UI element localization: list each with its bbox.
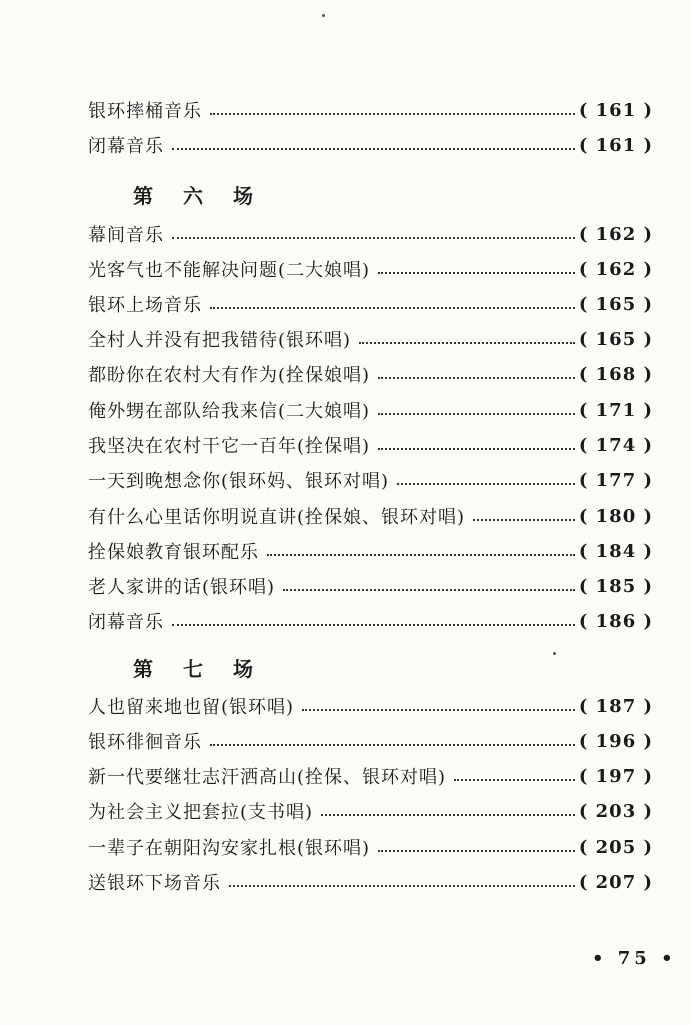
toc-entry xyxy=(88,537,653,565)
toc-entry-title: 俺外甥在部队给我来信(二大娘唱) xyxy=(88,401,371,422)
toc-entry xyxy=(88,96,653,124)
toc-entry xyxy=(88,396,653,424)
toc-entry-title: 光客气也不能解决问题(二大娘唱) xyxy=(88,260,371,281)
dot-leader xyxy=(267,554,575,556)
toc-entry-title: 送银环下场音乐 xyxy=(88,873,221,894)
dot-leader xyxy=(302,709,575,711)
toc-entry-title: 银环徘徊音乐 xyxy=(88,732,202,753)
toc-entry xyxy=(88,727,653,755)
toc-entry-page: ( 174 ) xyxy=(578,434,653,456)
toc-entry xyxy=(88,607,653,635)
section-heading: 第六场 xyxy=(133,184,283,208)
dot-leader xyxy=(378,272,575,274)
toc-entry xyxy=(88,255,653,283)
dot-leader xyxy=(172,624,575,626)
dot-leader xyxy=(283,589,575,591)
dot-leader xyxy=(359,342,575,344)
section-heading: 第七场 xyxy=(133,657,283,681)
toc-entry xyxy=(88,797,653,825)
toc-entry xyxy=(88,466,653,494)
toc-entry-page: ( 161 ) xyxy=(578,99,653,121)
toc-entry xyxy=(88,431,653,459)
toc-entry-title: 人也留来地也留(银环唱) xyxy=(88,697,295,718)
toc-entry-page: ( 196 ) xyxy=(578,730,653,752)
toc-entry-page: ( 203 ) xyxy=(578,800,653,822)
toc-entry xyxy=(88,868,653,896)
toc-entry xyxy=(88,220,653,248)
toc-entry xyxy=(88,833,653,861)
toc-entry xyxy=(88,360,653,388)
toc-entry xyxy=(88,762,653,790)
toc-entry-title: 全村人并没有把我错待(银环唱) xyxy=(88,330,352,351)
toc-entry-page: ( 168 ) xyxy=(578,363,653,385)
toc-entry xyxy=(88,572,653,600)
toc-entry-page: ( 165 ) xyxy=(578,328,653,350)
toc-entry-page: ( 180 ) xyxy=(578,505,653,527)
page-number: • 75 • xyxy=(592,948,677,969)
dot-leader xyxy=(378,377,575,379)
dot-leader xyxy=(229,885,575,887)
toc-entry-page: ( 205 ) xyxy=(578,836,653,858)
dot-leader xyxy=(210,307,575,309)
toc-entry-title: 有什么心里话你明说直讲(拴保娘、银环对唱) xyxy=(88,507,466,528)
dot-leader xyxy=(321,814,575,816)
toc-entry-title: 银环上场音乐 xyxy=(88,295,202,316)
toc-entry-title: 老人家讲的话(银环唱) xyxy=(88,577,276,598)
dot-leader xyxy=(210,113,575,115)
toc-entry-page: ( 197 ) xyxy=(578,765,653,787)
dot-leader xyxy=(378,413,575,415)
dot-leader xyxy=(378,448,575,450)
toc-entry-page: ( 184 ) xyxy=(578,540,653,562)
toc-entry-title: 为社会主义把套拉(支书唱) xyxy=(88,802,314,823)
toc-entry xyxy=(88,290,653,318)
dot-leader xyxy=(172,237,575,239)
toc-entry-title: 拴保娘教育银环配乐 xyxy=(88,542,259,563)
toc-entry-title: 一辈子在朝阳沟安家扎根(银环唱) xyxy=(88,838,371,859)
dot-leader xyxy=(397,483,575,485)
dot-leader xyxy=(172,148,575,150)
scan-speck xyxy=(322,14,325,17)
toc-entry-title: 银环摔桶音乐 xyxy=(88,101,202,122)
dot-leader xyxy=(473,519,575,521)
toc-entry-page: ( 171 ) xyxy=(578,399,653,421)
toc-entry-title: 闭幕音乐 xyxy=(88,136,164,157)
dot-leader xyxy=(378,850,575,852)
toc-entry-title: 都盼你在农村大有作为(拴保娘唱) xyxy=(88,365,371,386)
toc-entry-page: ( 177 ) xyxy=(578,469,653,491)
dot-leader xyxy=(210,744,575,746)
toc-entry-title: 幕间音乐 xyxy=(88,225,164,246)
toc-entry-title: 一天到晚想念你(银环妈、银环对唱) xyxy=(88,471,390,492)
toc-entry-title: 我坚决在农村干它一百年(拴保唱) xyxy=(88,436,371,457)
toc-entry xyxy=(88,502,653,530)
toc-entry-title: 闭幕音乐 xyxy=(88,612,164,633)
toc-entry-page: ( 185 ) xyxy=(578,575,653,597)
toc-entry-page: ( 165 ) xyxy=(578,293,653,315)
dot-leader xyxy=(454,779,575,781)
toc-entry xyxy=(88,131,653,159)
toc-entry-title: 新一代要继壮志汗洒高山(拴保、银环对唱) xyxy=(88,767,447,788)
toc-entry-page: ( 161 ) xyxy=(578,134,653,156)
scan-speck xyxy=(553,652,556,655)
toc-entry-page: ( 207 ) xyxy=(578,871,653,893)
toc-entry xyxy=(88,692,653,720)
toc-entry-page: ( 162 ) xyxy=(578,223,653,245)
toc-entry-page: ( 162 ) xyxy=(578,258,653,280)
toc-entry xyxy=(88,325,653,353)
toc-entry-page: ( 186 ) xyxy=(578,610,653,632)
toc-entry-page: ( 187 ) xyxy=(578,695,653,717)
